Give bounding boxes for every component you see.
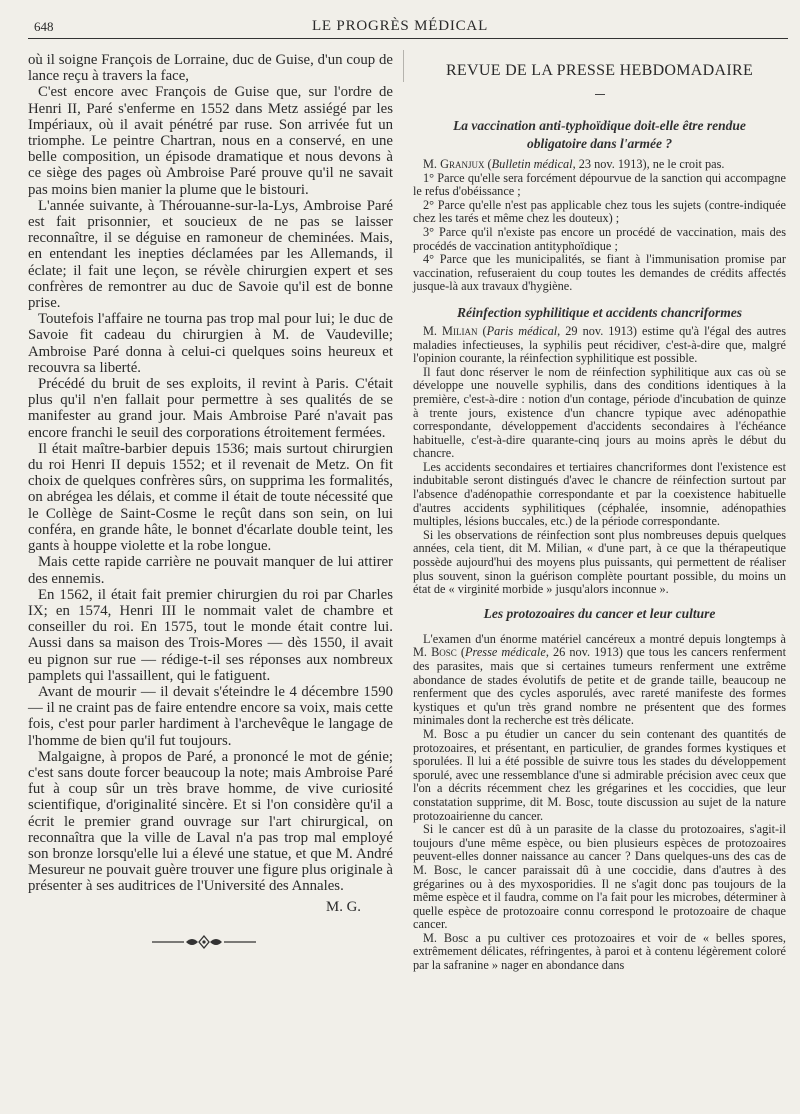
section-paragraph: Si le cancer est dû à un parasite de la classe du protozoaires, s'agit-il toujours d'une même espèce, ou bien plusieurs espèces de protozoaires peuvent-elles donner naissance au cancer ? Dans quelques-uns des cas de M. Bosc, le cancer paraissait dû à une coccidie, dans d'autres à des grégarines ou à des myxosporidies. Il ne s'agit donc pas toujours de la même espèce et il faudra, comme on l'a fait pour les microbes, déterminer à quelle espèce de protozoaire connu correspond le protozoaire de chaque cancer.	[413, 822, 786, 932]
section-paragraph: Il faut donc réserver le nom de réinfection syphilitique aux cas où se développe une nouvelle syphilis, dans des conditions identiques à la première, c'est-à-dire : notion d'un contage, période d'incubation de quinze à trente jours, existence d'un chancre typique avec adénopathie correspondante, développement d'accidents secondaires à l'échéance habituelle, c'est-à-dire quarante-cinq jours au moins après le début du chancre.	[413, 364, 786, 461]
section-paragraph: 2° Parce qu'elle n'est pas applicable chez tous les sujets (contre-indiquée chez les tarés et même chez les douteux) ;	[413, 197, 786, 226]
page-number: 648	[34, 19, 54, 34]
intro-prefix: M.	[423, 157, 441, 171]
section-title: Les protozoaires du cancer et leur culture	[483, 605, 716, 621]
column-rule	[403, 50, 404, 82]
section-paragraph: 1° Parce qu'elle sera forcément dépourvue de la sanction qui accompagne le refus d'obéissance ;	[413, 170, 786, 199]
section-title: La vaccination anti-typhoïdique doit-elle être rendue obligatoire dans l'armée ?	[453, 118, 746, 151]
section-paragraph: M. Bosc a pu cultiver ces protozoaires et voir de « belles spores, extrêmement délicates, réfringentes, à paroi et à contenu légèrement coloré par la safranine » nager en abondance dans	[413, 930, 786, 973]
header-rule	[28, 38, 788, 39]
title-dash	[595, 94, 605, 95]
intro-rest: , 26 nov. 1913) que tous les cancers renferment des parasites, mais que si certaines tumeurs renferment une extrême abondance de stades évolutifs de petite et de grande taille, beaucoup ne renferment que des cycles asporulés, avec rareté manifeste des formes kystiques et qu'un très grand nombre ne présentent que des formes minimales dont la recherche est très délicate.	[413, 645, 786, 728]
section-paragraph: Les accidents secondaires et tertiaires chancriformes dont l'existence est indubitable seront distingués d'avec le chancre de réinfection surtout par l'absence d'adénopathie correspondante et par la coexistence habituelle d'autres accidents syphilitiques (céphalée, insomnie, adénopathies multiples, lésions buccales, etc.) de la période correspondante.	[413, 459, 786, 529]
section-intro	[413, 633, 786, 728]
section-paragraph: M. Bosc a pu étudier un cancer du sein contenant des quantités de protozoaires, et présentant, en particulier, de grandes formes kystiques et sporulées. Il lui a été possible de suivre tous les stades du développement sporulé, avec une ressemblance d'une si admirable précision avec ceux que l'on a décrits récemment chez les grégarines et les coccidies, que leur constatation supprime, dit M. Bosc, toute discussion au sujet de la nature protozoairienne du cancer.	[413, 726, 786, 823]
section-body	[413, 158, 786, 294]
left-paragraph: Il était maître-barbier depuis 1536; mais surtout chirurgien du roi Henri II depuis 1552; et il revenait de Metz. On fit choix de quelques confrères sûrs, on supprima les formalités, on abrégea les délais, et comme il était de toute nécessité que le Collège de Saint-Cosme le reçût dans son sein, on lui conféra, en grande hâte, le bonnet d'écarlate double teint, les gants à houppe violette et la robe longue.	[28, 440, 393, 555]
source-title: Bulletin médical	[491, 157, 573, 171]
review-title: REVUE DE LA PRESSE HEBDOMADAIRE	[445, 62, 754, 79]
intro-rest: , 23 nov. 1913), ne le croit pas.	[572, 157, 725, 171]
section-paragraph: Si les observations de réinfection sont plus nombreuses depuis quelques années, cela tient, dit M. Milian, « d'une part, à ce que la thérapeutique possède aujourd'hui des moyens plus puissants, qui permettent de réaliser plus souvent, sinon la guérison complète pourtant possible, du moins un état de « virginité morbide » jusqu'alors inconnue ».	[413, 527, 786, 597]
left-paragraph: où il soigne François de Lorraine, duc de Guise, d'un coup de lance reçu à travers la face,	[28, 52, 393, 85]
left-paragraph: Toutefois l'affaire ne tourna pas trop mal pour lui; le duc de Savoie fit cadeau du chirurgien à M. de Vaudeville; Ambroise Paré donna à celui-ci quelques soins heureux et recouvra sa liberté.	[28, 311, 393, 376]
left-paragraph: L'année suivante, à Thérouanne-sur-la-Lys, Ambroise Paré est fait prisonnier, et soucieux de ne pas se laisser reconnaître, il se déguise en ramoneur de cheminées. Mais, en entendant les inepties déclamées par les Allemands, il éclate; il fait une leçon, se révèle chirurgien expert et ses confrères de remontrer au duc de Savoie qu'il est de bonne prise.	[28, 197, 393, 312]
section-intro	[413, 325, 786, 366]
intro-mid: (	[456, 645, 465, 660]
intro-mid: (	[477, 323, 487, 338]
right-column	[413, 52, 786, 973]
source-title: Paris médical	[486, 323, 558, 338]
left-paragraph: Malgaigne, à propos de Paré, a prononcé le mot de génie; c'est sans doute forcer beaucoup la note; mais Ambroise Paré fut à coup sûr un très brave homme, de vive curiosité scientifique, d'originalité sincère. Et si l'on considère qu'il a écrit le premier grand ouvrage sur l'art chirurgical, on reconnaîtra que la ville de Laval n'a pas trop mal employé son bronze lorsqu'elle lui a élevé une statue, et que M. André Mesureur ne pouvait guère trouver une figure plus originale à présenter à ses auditrices de l'Université des Annales.	[28, 748, 393, 895]
left-paragraph: C'est encore avec François de Guise que, sur l'ordre de Henri II, Paré s'enferme en 1552 dans Metz assiégé par les Impériaux, où il avait pénétré par ruse. Son arrivée fut un triomphe. Le peintre Chartran, nous en a conservé, en une belle composition, un épisode dramatique et nous devons à ce siège des pages où Ambroise Paré prouve qu'il ne savait pas moins bien manier la plume que le bistouri.	[28, 84, 393, 198]
left-column	[28, 52, 393, 949]
journal-title: LE PROGRÈS MÉDICAL	[311, 18, 489, 34]
source-title: Presse médicale	[465, 645, 546, 660]
section-title: Réinfection syphilitique et accidents chancriformes	[457, 304, 742, 320]
section-paragraph: 3° Parce qu'il n'existe pas encore un procédé de vaccination, mais des procédés de vaccination antityphoïdique ;	[413, 224, 786, 253]
left-paragraph: Précédé du bruit de ses exploits, il revint à Paris. C'était plus qu'il n'en fallait pour permettre à ses qualités de se manifester au grand jour. Mais Ambroise Paré n'avait pas encore franchi le seuil des corporations étroitement fermées.	[28, 376, 393, 441]
author-name: Milian	[442, 323, 478, 338]
section-body	[413, 325, 786, 597]
section-body	[413, 633, 786, 973]
author-name: Bosc	[431, 645, 457, 660]
left-paragraph: Avant de mourir — il devait s'éteindre le 4 décembre 1590 — il ne craint pas de faire entendre encore sa voix, mais cette fois, c'est pour parler hardiment à l'archevêque le langage de l'homme de bien qu'il fut toujours.	[28, 683, 393, 749]
article-signature: M. G.	[326, 898, 361, 915]
author-name: Granjux	[440, 157, 485, 171]
intro-rest: , 29 nov. 1913) estime qu'à l'égal des autres maladies infectieuses, la syphilis peut récidiver, c'est-à-dire que, malgré l'opinion courante, la réinfection syphilitique est possible.	[413, 323, 786, 366]
section-paragraph: 4° Parce que les municipalités, se fiant à l'immunisation promise par vaccination, refuseraient du coup toutes les demandes de crédits affectés jusque-là aux travaux d'hygiène.	[413, 252, 786, 294]
ornament-divider-icon	[150, 935, 258, 949]
intro-prefix: L'examen d'un énorme matériel cancéreux a montré depuis longtemps à M.	[413, 631, 786, 660]
left-paragraph: En 1562, il était fait premier chirurgien du roi par Charles IX; en 1574, Henri III le nommait valet de chambre et conseiller du roi. En 1575, tout le monde était contre lui. Aussi dans sa maison des Trois-Mores — dès 1550, il avait eu pignon sur rue — rédige-t-il ses réponses aux nombreux pamplets qui l'assaillent, qui le fatiguent.	[28, 586, 393, 684]
intro-mid: (	[484, 157, 492, 171]
left-paragraph: Mais cette rapide carrière ne pouvait manquer de lui attirer des ennemis.	[28, 554, 393, 587]
section-intro	[413, 158, 786, 172]
intro-prefix: M.	[423, 323, 443, 338]
